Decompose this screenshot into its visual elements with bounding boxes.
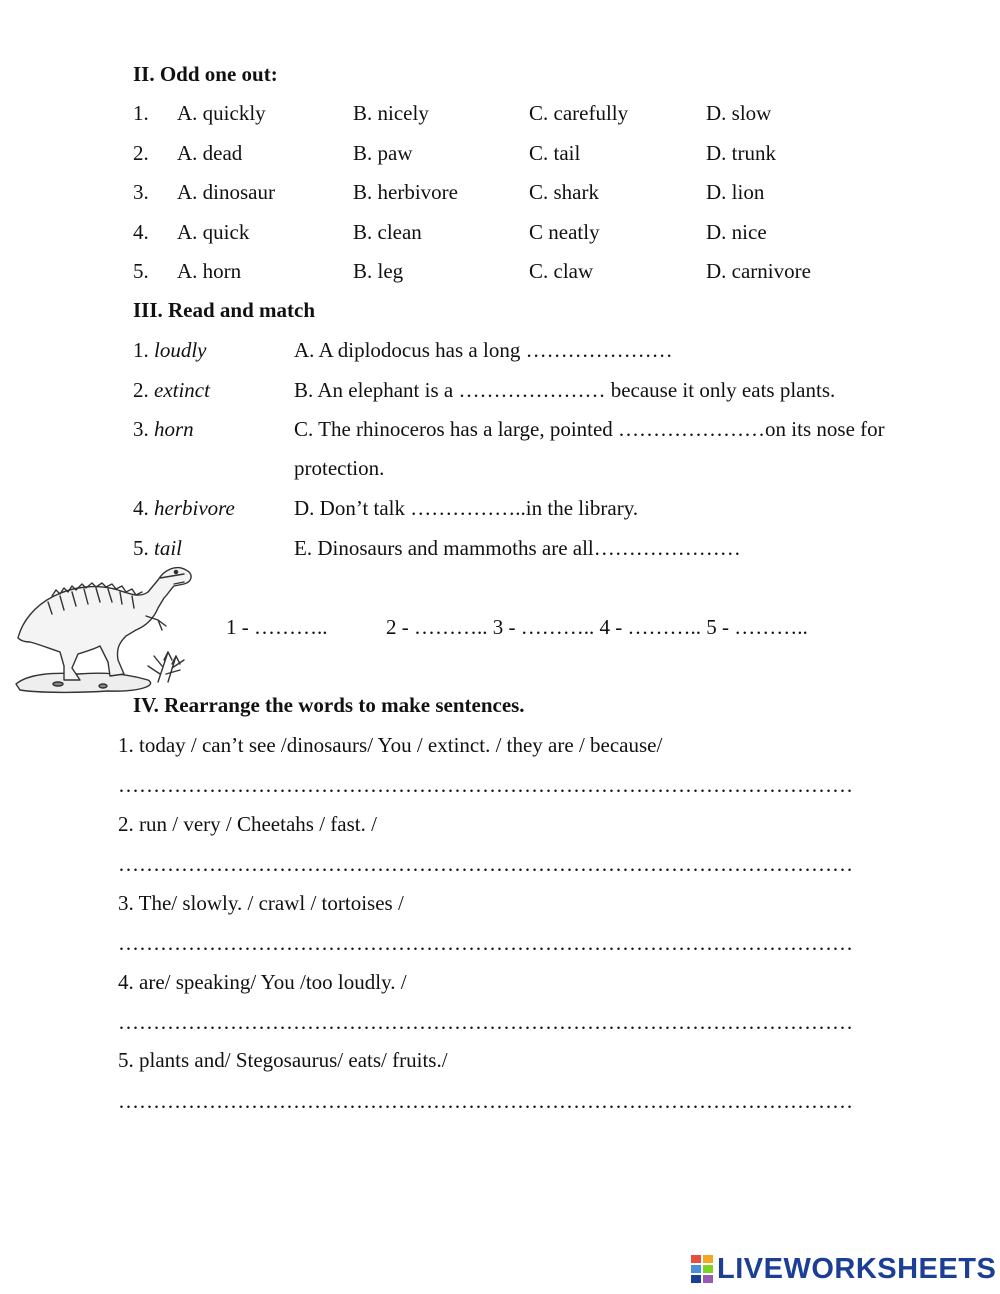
match-number: 4. (133, 496, 154, 520)
match-word-text: loudly (154, 338, 207, 362)
match-number: 5. (133, 536, 154, 560)
option-d[interactable]: D. nice (706, 220, 767, 244)
section-3-heading: III. Read and match (133, 298, 316, 322)
rearrange-prompt: 1. today / can’t see /dinosaurs/ You / extinct. / they are / because/ (118, 733, 663, 757)
option-a[interactable]: A. horn (177, 259, 242, 283)
option-b[interactable]: B. herbivore (353, 180, 458, 204)
match-word-text: herbivore (154, 496, 235, 520)
row-number: 5. (133, 259, 149, 283)
option-c[interactable]: C. tail (529, 141, 581, 165)
match-sentence: A. A diplodocus has a long ………………… (294, 338, 673, 362)
section-2-heading: II. Odd one out: (133, 62, 278, 86)
match-word (133, 498, 235, 519)
match-sentence: B. An elephant is a ………………… because it only eats plants. (294, 378, 836, 402)
option-a[interactable]: A. quick (177, 220, 250, 244)
match-word-text: horn (154, 417, 194, 441)
rearrange-prompt: 2. run / very / Cheetahs / fast. / (118, 812, 377, 836)
option-d[interactable]: D. trunk (706, 141, 776, 165)
option-b[interactable]: B. paw (353, 141, 413, 165)
match-word (133, 419, 194, 440)
answer-line[interactable]: …………………………………………………………………………………………… (118, 1010, 853, 1034)
rearrange-prompt: 3. The/ slowly. / crawl / tortoises / (118, 891, 404, 915)
logo-text: LIVEWORKSHEETS (717, 1252, 997, 1285)
option-c[interactable]: C. carefully (529, 101, 629, 125)
answer-line[interactable]: …………………………………………………………………………………………… (118, 852, 853, 876)
match-answer-rest[interactable]: 2 - ……….. 3 - ……….. 4 - ……….. 5 - ……….. (386, 615, 808, 639)
rearrange-prompt: 4. are/ speaking/ You /too loudly. / (118, 970, 407, 994)
match-sentence: C. The rhinoceros has a large, pointed …………………on its nose for (294, 417, 885, 441)
dinosaur-illustration (8, 556, 204, 696)
option-b[interactable]: B. clean (353, 220, 422, 244)
rearrange-prompt: 5. plants and/ Stegosaurus/ eats/ fruits./ (118, 1048, 448, 1072)
option-c[interactable]: C. shark (529, 180, 599, 204)
option-a[interactable]: A. dead (177, 141, 243, 165)
option-d[interactable]: D. lion (706, 180, 765, 204)
answer-line[interactable]: …………………………………………………………………………………………… (118, 773, 853, 797)
liveworksheets-icon (691, 1255, 713, 1283)
match-number: 2. (133, 378, 154, 402)
row-number: 4. (133, 220, 149, 244)
match-answer-first[interactable]: 1 - ……….. (226, 615, 328, 639)
liveworksheets-logo (691, 1252, 996, 1286)
match-word-text: extinct (154, 378, 210, 402)
match-number: 3. (133, 417, 154, 441)
match-number: 1. (133, 338, 154, 362)
option-b[interactable]: B. leg (353, 259, 404, 283)
match-word-text: tail (154, 536, 183, 560)
answer-line[interactable]: …………………………………………………………………………………………… (118, 931, 853, 955)
match-sentence: D. Don’t talk ……………..in the library. (294, 496, 639, 520)
option-b[interactable]: B. nicely (353, 101, 429, 125)
match-sentence: protection. (294, 456, 385, 480)
option-a[interactable]: A. dinosaur (177, 180, 275, 204)
answer-line[interactable]: …………………………………………………………………………………………… (118, 1089, 853, 1113)
match-word (133, 380, 210, 401)
match-sentence: E. Dinosaurs and mammoths are all………………… (294, 536, 741, 560)
option-c[interactable]: C. claw (529, 259, 594, 283)
row-number: 3. (133, 180, 149, 204)
option-d[interactable]: D. slow (706, 101, 772, 125)
match-word (133, 340, 207, 361)
option-c[interactable]: C neatly (529, 220, 600, 244)
option-a[interactable]: A. quickly (177, 101, 266, 125)
row-number: 1. (133, 101, 149, 125)
option-d[interactable]: D. carnivore (706, 259, 811, 283)
section-4-heading: IV. Rearrange the words to make sentences. (133, 693, 525, 717)
row-number: 2. (133, 141, 149, 165)
